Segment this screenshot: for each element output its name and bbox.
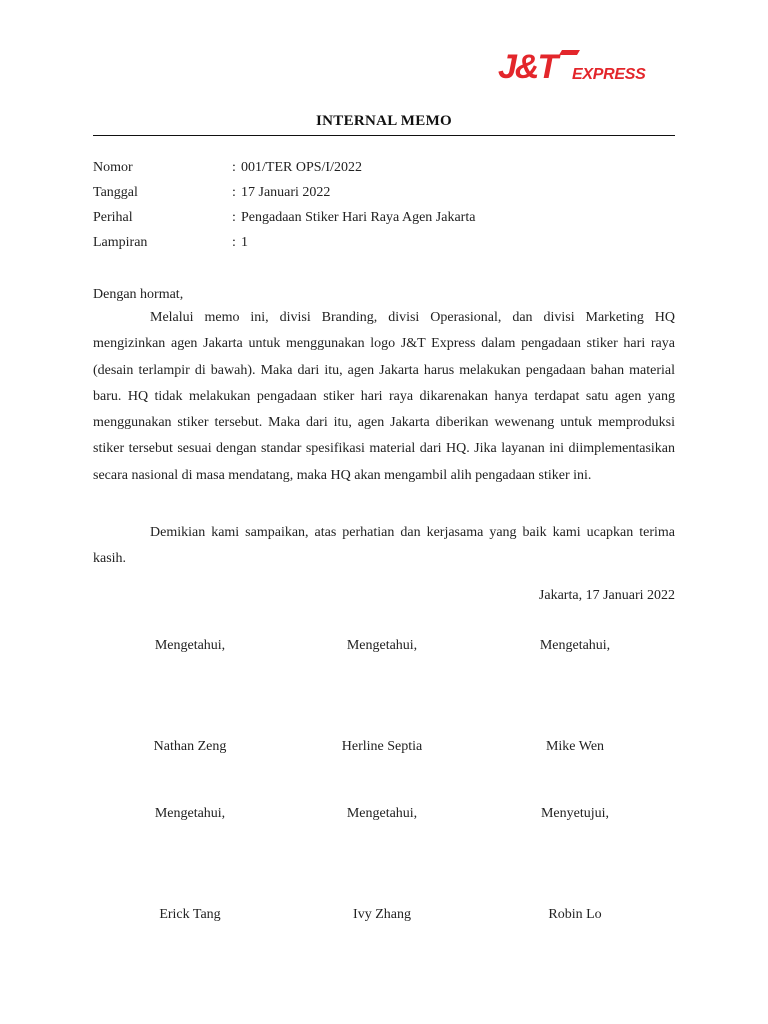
place-date: Jakarta, 17 Januari 2022 [538,588,675,603]
meta-row-nomor [93,155,675,180]
meta-colon: : [232,235,236,250]
jnt-express-logo [496,46,654,86]
meta-value: 1 [241,235,248,250]
meta-value: 001/TER OPS/I/2022 [241,160,362,175]
greeting: Dengan hormat, [93,287,184,302]
body-paragraph-1: Melalui memo ini, divisi Branding, divisi Operasional, dan divisi Marketing HQ mengizinkan agen Jakarta untuk menggunakan logo J&T Express dalam pengadaan stiker hari raya (desain terlampir di bawah). Maka dari itu, agen Jakarta harus melakukan pengadaan bahan material baru. HQ tidak melakukan pengadaan stiker hari raya dikarenakan hanya terdapat satu agen yang menggunakan stiker tersebut. Maka dari itu, agen Jakarta diberikan wewenang untuk memproduksi stiker tersebut sesuai dengan standar spesifikasi material dari HQ. Jika layanan ini diimplementasikan secara nasional di masa mendatang, maka HQ akan mengambil alih pengadaan stiker ini. [93,310,675,483]
meta-colon: : [232,210,236,225]
signatory-name: Herline Septia [341,739,423,754]
signature-role: Mengetahui, [346,806,418,821]
meta-label: Tanggal [93,185,138,200]
svg-text:EXPRESS: EXPRESS [572,66,646,83]
meta-colon: : [232,185,236,200]
signature-role: Menyetujui, [540,806,610,821]
body-paragraph-2: Demikian kami sampaikan, atas perhatian dan kerjasama yang baik kami ucapkan terima kasih. [93,525,675,567]
meta-label: Lampiran [93,235,148,250]
meta-colon: : [232,160,236,175]
signatory-name: Robin Lo [548,907,602,922]
signature-role: Mengetahui, [154,638,226,653]
meta-label: Perihal [93,210,133,225]
title-divider [93,135,675,136]
signatory-name: Erick Tang [159,907,221,922]
meta-value: 17 Januari 2022 [241,185,331,200]
meta-row-lampiran [93,230,675,255]
meta-row-tanggal [93,180,675,205]
signature-role: Mengetahui, [346,638,418,653]
signatory-name: Nathan Zeng [153,739,227,754]
memo-title: INTERNAL MEMO [316,113,452,129]
meta-value: Pengadaan Stiker Hari Raya Agen Jakarta [241,210,476,225]
meta-label: Nomor [93,160,133,175]
signature-role: Mengetahui, [539,638,611,653]
svg-text:J&T: J&T [498,48,557,86]
signature-role: Mengetahui, [154,806,226,821]
memo-meta [93,155,675,255]
meta-row-perihal [93,205,675,230]
signatory-name: Mike Wen [545,739,605,754]
signatory-name: Ivy Zhang [353,907,411,922]
